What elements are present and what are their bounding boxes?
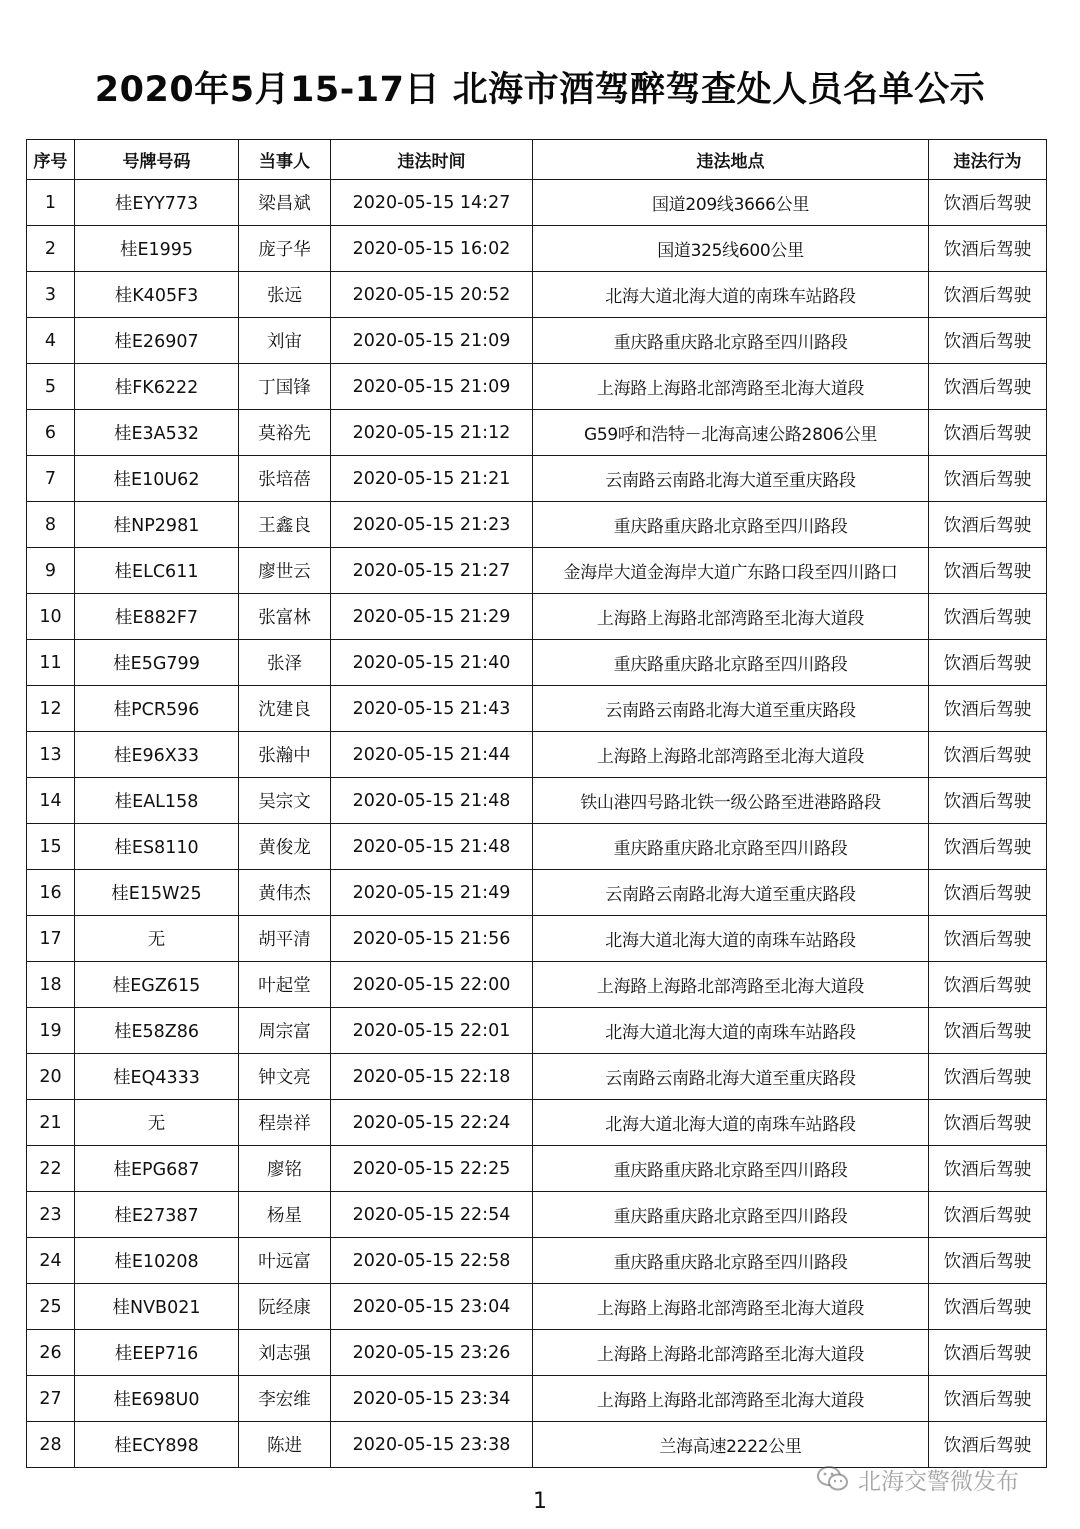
cell-plate: 桂E58Z86: [75, 1008, 239, 1054]
table-row: [27, 640, 1047, 686]
cell-index: 15: [27, 824, 75, 870]
cell-time: 2020-05-15 23:38: [331, 1422, 533, 1468]
cell-plate: 桂E26907: [75, 318, 239, 364]
cell-location: 云南路云南路北海大道至重庆路段: [533, 1054, 929, 1100]
table-row: [27, 778, 1047, 824]
cell-time: 2020-05-15 21:27: [331, 548, 533, 594]
cell-index: 10: [27, 594, 75, 640]
cell-plate: 桂NP2981: [75, 502, 239, 548]
cell-violation: 饮酒后驾驶: [929, 1284, 1047, 1330]
cell-plate: 桂E10208: [75, 1238, 239, 1284]
cell-violation: 饮酒后驾驶: [929, 732, 1047, 778]
cell-plate: 桂E1995: [75, 226, 239, 272]
cell-location: 重庆路重庆路北京路至四川路段: [533, 1192, 929, 1238]
cell-plate: 无: [75, 916, 239, 962]
cell-time: 2020-05-15 21:49: [331, 870, 533, 916]
table-row: [27, 502, 1047, 548]
cell-violation: 饮酒后驾驶: [929, 1146, 1047, 1192]
cell-person: 丁国锋: [239, 364, 331, 410]
table-row: [27, 1330, 1047, 1376]
cell-index: 28: [27, 1422, 75, 1468]
cell-location: 上海路上海路北部湾路至北海大道段: [533, 1330, 929, 1376]
table-row: [27, 1376, 1047, 1422]
cell-violation: 饮酒后驾驶: [929, 594, 1047, 640]
cell-plate: 桂E96X33: [75, 732, 239, 778]
cell-person: 杨星: [239, 1192, 331, 1238]
table-row: [27, 456, 1047, 502]
cell-person: 张瀚中: [239, 732, 331, 778]
cell-person: 廖世云: [239, 548, 331, 594]
cell-plate: 桂E15W25: [75, 870, 239, 916]
cell-person: 庞子华: [239, 226, 331, 272]
cell-location: 上海路上海路北部湾路至北海大道段: [533, 1376, 929, 1422]
cell-location: 云南路云南路北海大道至重庆路段: [533, 870, 929, 916]
cell-violation: 饮酒后驾驶: [929, 778, 1047, 824]
page-number: 1: [533, 1489, 547, 1514]
cell-plate: 桂E10U62: [75, 456, 239, 502]
cell-person: 莫裕先: [239, 410, 331, 456]
cell-location: 国道209线3666公里: [533, 180, 929, 226]
cell-plate: 桂EGZ615: [75, 962, 239, 1008]
cell-index: 18: [27, 962, 75, 1008]
cell-time: 2020-05-15 21:09: [331, 364, 533, 410]
table-row: [27, 548, 1047, 594]
table-row: [27, 916, 1047, 962]
cell-time: 2020-05-15 22:25: [331, 1146, 533, 1192]
table-row: [27, 1100, 1047, 1146]
table-row: [27, 226, 1047, 272]
cell-violation: 饮酒后驾驶: [929, 180, 1047, 226]
table-row: [27, 410, 1047, 456]
cell-time: 2020-05-15 21:48: [331, 778, 533, 824]
cell-person: 刘宙: [239, 318, 331, 364]
cell-plate: 桂E698U0: [75, 1376, 239, 1422]
cell-location: 上海路上海路北部湾路至北海大道段: [533, 594, 929, 640]
cell-time: 2020-05-15 22:24: [331, 1100, 533, 1146]
cell-index: 8: [27, 502, 75, 548]
cell-location: 北海大道北海大道的南珠车站路段: [533, 916, 929, 962]
cell-violation: 饮酒后驾驶: [929, 226, 1047, 272]
cell-person: 廖铭: [239, 1146, 331, 1192]
column-header: 违法地点: [533, 140, 929, 180]
cell-person: 吴宗文: [239, 778, 331, 824]
cell-violation: 饮酒后驾驶: [929, 1054, 1047, 1100]
table-row: [27, 1192, 1047, 1238]
cell-location: 重庆路重庆路北京路至四川路段: [533, 502, 929, 548]
cell-plate: 桂ES8110: [75, 824, 239, 870]
cell-index: 22: [27, 1146, 75, 1192]
cell-person: 黄俊龙: [239, 824, 331, 870]
cell-index: 7: [27, 456, 75, 502]
table-row: [27, 1238, 1047, 1284]
cell-violation: 饮酒后驾驶: [929, 272, 1047, 318]
cell-plate: 桂EAL158: [75, 778, 239, 824]
cell-time: 2020-05-15 22:00: [331, 962, 533, 1008]
table-header-row: [27, 140, 1047, 180]
cell-person: 阮经康: [239, 1284, 331, 1330]
cell-location: 北海大道北海大道的南珠车站路段: [533, 1100, 929, 1146]
cell-plate: 桂EYY773: [75, 180, 239, 226]
cell-time: 2020-05-15 23:04: [331, 1284, 533, 1330]
cell-plate: 桂FK6222: [75, 364, 239, 410]
cell-location: G59呼和浩特－北海高速公路2806公里: [533, 410, 929, 456]
cell-violation: 饮酒后驾驶: [929, 456, 1047, 502]
cell-time: 2020-05-15 16:02: [331, 226, 533, 272]
cell-violation: 饮酒后驾驶: [929, 640, 1047, 686]
cell-person: 张远: [239, 272, 331, 318]
cell-person: 李宏维: [239, 1376, 331, 1422]
cell-plate: 桂EQ4333: [75, 1054, 239, 1100]
cell-index: 2: [27, 226, 75, 272]
cell-location: 重庆路重庆路北京路至四川路段: [533, 1146, 929, 1192]
cell-violation: 饮酒后驾驶: [929, 1238, 1047, 1284]
cell-index: 9: [27, 548, 75, 594]
cell-violation: 饮酒后驾驶: [929, 1100, 1047, 1146]
table-row: [27, 824, 1047, 870]
table-row: [27, 594, 1047, 640]
cell-index: 3: [27, 272, 75, 318]
cell-location: 铁山港四号路北铁一级公路至进港路路段: [533, 778, 929, 824]
cell-plate: 桂ELC611: [75, 548, 239, 594]
cell-index: 26: [27, 1330, 75, 1376]
cell-location: 金海岸大道金海岸大道广东路口段至四川路口: [533, 548, 929, 594]
cell-time: 2020-05-15 21:56: [331, 916, 533, 962]
cell-time: 2020-05-15 20:52: [331, 272, 533, 318]
table-row: [27, 1146, 1047, 1192]
cell-location: 上海路上海路北部湾路至北海大道段: [533, 1284, 929, 1330]
cell-time: 2020-05-15 21:40: [331, 640, 533, 686]
column-header: 序号: [27, 140, 75, 180]
cell-plate: 桂ECY898: [75, 1422, 239, 1468]
page-title: 2020年5月15-17日 北海市酒驾醉驾查处人员名单公示: [94, 70, 986, 110]
table-row: [27, 272, 1047, 318]
column-header: 当事人: [239, 140, 331, 180]
cell-person: 程崇祥: [239, 1100, 331, 1146]
table-row: [27, 870, 1047, 916]
table-body: [27, 180, 1047, 1468]
cell-time: 2020-05-15 21:48: [331, 824, 533, 870]
cell-location: 国道325线600公里: [533, 226, 929, 272]
cell-violation: 饮酒后驾驶: [929, 410, 1047, 456]
column-header: 号牌号码: [75, 140, 239, 180]
cell-index: 23: [27, 1192, 75, 1238]
cell-location: 北海大道北海大道的南珠车站路段: [533, 272, 929, 318]
cell-person: 叶远富: [239, 1238, 331, 1284]
column-header: 违法行为: [929, 140, 1047, 180]
table-row: [27, 1422, 1047, 1468]
cell-violation: 饮酒后驾驶: [929, 502, 1047, 548]
cell-plate: 桂E5G799: [75, 640, 239, 686]
cell-person: 张泽: [239, 640, 331, 686]
cell-plate: 桂E3A532: [75, 410, 239, 456]
cell-index: 5: [27, 364, 75, 410]
cell-violation: 饮酒后驾驶: [929, 1008, 1047, 1054]
cell-location: 上海路上海路北部湾路至北海大道段: [533, 962, 929, 1008]
table-row: [27, 318, 1047, 364]
cell-plate: 桂EEP716: [75, 1330, 239, 1376]
column-header: 违法时间: [331, 140, 533, 180]
cell-violation: 饮酒后驾驶: [929, 824, 1047, 870]
cell-violation: 饮酒后驾驶: [929, 1376, 1047, 1422]
cell-index: 11: [27, 640, 75, 686]
table-row: [27, 1008, 1047, 1054]
cell-location: 上海路上海路北部湾路至北海大道段: [533, 732, 929, 778]
cell-time: 2020-05-15 22:58: [331, 1238, 533, 1284]
cell-person: 黄伟杰: [239, 870, 331, 916]
cell-person: 张富林: [239, 594, 331, 640]
cell-plate: 桂PCR596: [75, 686, 239, 732]
cell-location: 云南路云南路北海大道至重庆路段: [533, 686, 929, 732]
cell-index: 27: [27, 1376, 75, 1422]
cell-location: 重庆路重庆路北京路至四川路段: [533, 318, 929, 364]
cell-index: 1: [27, 180, 75, 226]
cell-location: 重庆路重庆路北京路至四川路段: [533, 640, 929, 686]
cell-index: 13: [27, 732, 75, 778]
cell-time: 2020-05-15 21:21: [331, 456, 533, 502]
cell-index: 6: [27, 410, 75, 456]
cell-time: 2020-05-15 22:18: [331, 1054, 533, 1100]
offender-table: [26, 139, 1047, 1468]
table-row: [27, 686, 1047, 732]
watermark-text: 北海交警微发布: [858, 1468, 1019, 1495]
cell-time: 2020-05-15 22:54: [331, 1192, 533, 1238]
table-row: [27, 1284, 1047, 1330]
cell-plate: 无: [75, 1100, 239, 1146]
cell-index: 12: [27, 686, 75, 732]
cell-person: 周宗富: [239, 1008, 331, 1054]
cell-violation: 饮酒后驾驶: [929, 1422, 1047, 1468]
cell-person: 梁昌斌: [239, 180, 331, 226]
cell-location: 重庆路重庆路北京路至四川路段: [533, 824, 929, 870]
cell-violation: 饮酒后驾驶: [929, 686, 1047, 732]
cell-plate: 桂E27387: [75, 1192, 239, 1238]
cell-index: 17: [27, 916, 75, 962]
cell-person: 叶起堂: [239, 962, 331, 1008]
table-row: [27, 1054, 1047, 1100]
cell-time: 2020-05-15 23:34: [331, 1376, 533, 1422]
cell-index: 20: [27, 1054, 75, 1100]
cell-violation: 饮酒后驾驶: [929, 1192, 1047, 1238]
cell-index: 4: [27, 318, 75, 364]
table-row: [27, 962, 1047, 1008]
cell-person: 王鑫良: [239, 502, 331, 548]
cell-person: 沈建良: [239, 686, 331, 732]
cell-plate: 桂K405F3: [75, 272, 239, 318]
table-row: [27, 364, 1047, 410]
cell-time: 2020-05-15 14:27: [331, 180, 533, 226]
cell-time: 2020-05-15 21:29: [331, 594, 533, 640]
cell-time: 2020-05-15 21:23: [331, 502, 533, 548]
cell-violation: 饮酒后驾驶: [929, 870, 1047, 916]
cell-location: 兰海高速2222公里: [533, 1422, 929, 1468]
cell-time: 2020-05-15 21:43: [331, 686, 533, 732]
cell-index: 24: [27, 1238, 75, 1284]
cell-location: 上海路上海路北部湾路至北海大道段: [533, 364, 929, 410]
cell-violation: 饮酒后驾驶: [929, 1330, 1047, 1376]
cell-violation: 饮酒后驾驶: [929, 916, 1047, 962]
cell-time: 2020-05-15 21:12: [331, 410, 533, 456]
cell-index: 21: [27, 1100, 75, 1146]
cell-location: 北海大道北海大道的南珠车站路段: [533, 1008, 929, 1054]
cell-person: 陈进: [239, 1422, 331, 1468]
cell-time: 2020-05-15 21:09: [331, 318, 533, 364]
table-row: [27, 732, 1047, 778]
cell-violation: 饮酒后驾驶: [929, 962, 1047, 1008]
cell-plate: 桂E882F7: [75, 594, 239, 640]
cell-index: 25: [27, 1284, 75, 1330]
cell-person: 胡平清: [239, 916, 331, 962]
table-row: [27, 180, 1047, 226]
cell-index: 19: [27, 1008, 75, 1054]
cell-person: 钟文亮: [239, 1054, 331, 1100]
cell-person: 刘志强: [239, 1330, 331, 1376]
cell-violation: 饮酒后驾驶: [929, 364, 1047, 410]
cell-time: 2020-05-15 22:01: [331, 1008, 533, 1054]
cell-time: 2020-05-15 23:26: [331, 1330, 533, 1376]
cell-plate: 桂NVB021: [75, 1284, 239, 1330]
cell-index: 16: [27, 870, 75, 916]
cell-violation: 饮酒后驾驶: [929, 548, 1047, 594]
cell-violation: 饮酒后驾驶: [929, 318, 1047, 364]
cell-time: 2020-05-15 21:44: [331, 732, 533, 778]
cell-location: 云南路云南路北海大道至重庆路段: [533, 456, 929, 502]
cell-location: 重庆路重庆路北京路至四川路段: [533, 1238, 929, 1284]
cell-index: 14: [27, 778, 75, 824]
cell-person: 张培蓓: [239, 456, 331, 502]
cell-plate: 桂EPG687: [75, 1146, 239, 1192]
